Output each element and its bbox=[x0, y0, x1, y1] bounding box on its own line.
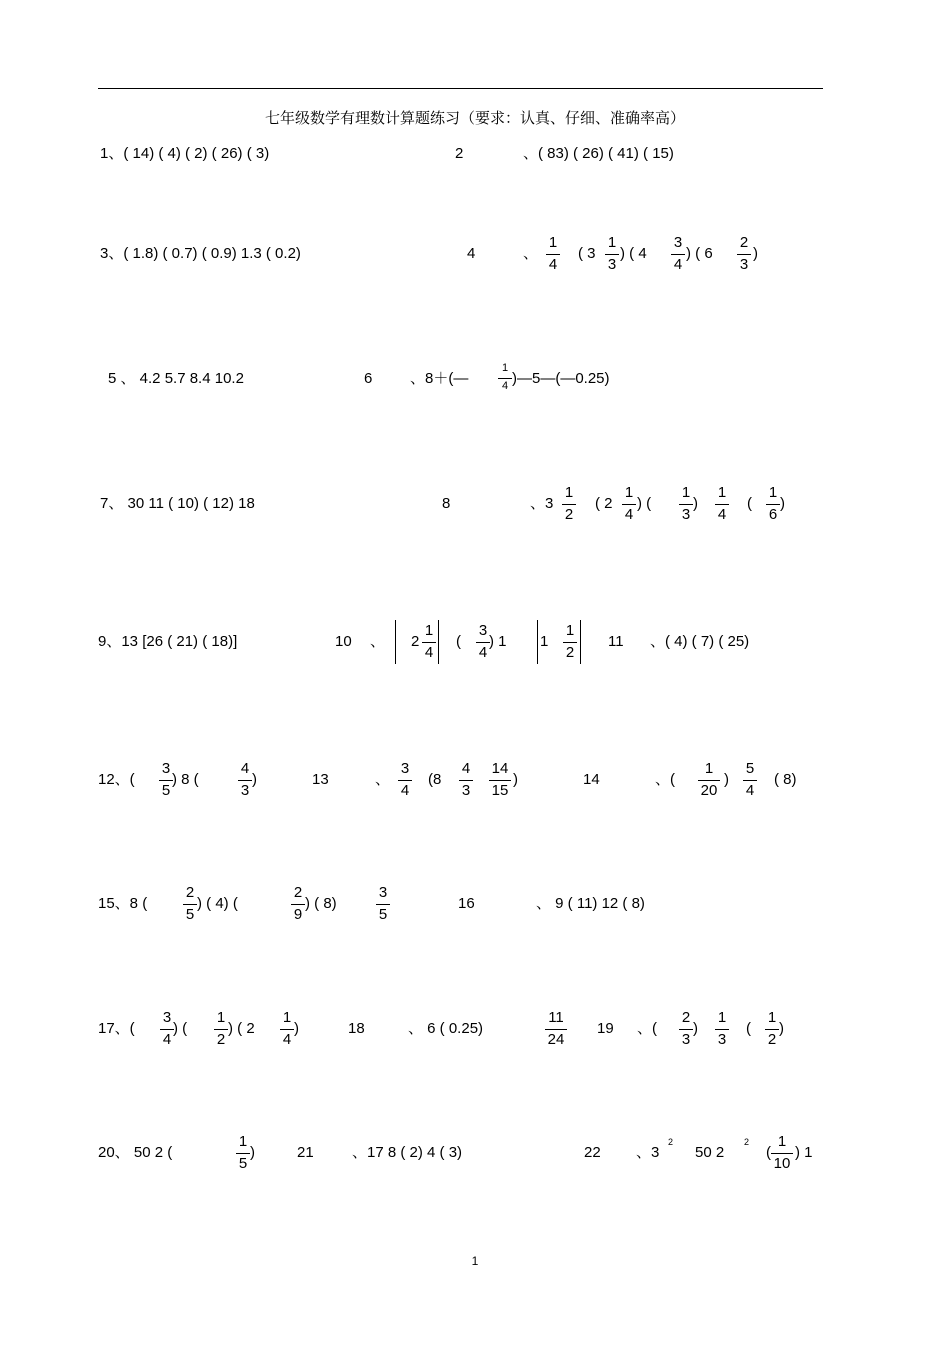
problem-3: 3、( 1.8) ( 0.7) ( 0.9) 1.3 ( 0.2) bbox=[100, 245, 301, 262]
problem-row-2 bbox=[0, 228, 950, 280]
problem-8: 、3 bbox=[530, 495, 554, 512]
fraction: 1 4 bbox=[494, 353, 516, 405]
expression-text: ) bbox=[252, 771, 257, 788]
problem-2: 、( 83) ( 26) ( 41) ( 15) bbox=[523, 145, 674, 162]
expression-text: ) 1 bbox=[489, 633, 507, 650]
expression-text: ( bbox=[747, 495, 752, 512]
expression-text: ) bbox=[753, 245, 758, 262]
fraction: 1 3 bbox=[711, 1003, 733, 1055]
problem-12: 12、( bbox=[98, 771, 135, 788]
problem-6: 、8＋(— bbox=[410, 370, 469, 387]
problem-row-7 bbox=[0, 878, 950, 930]
problem-number-16: 16 bbox=[458, 895, 475, 912]
fraction: 3 4 bbox=[667, 228, 689, 280]
expression-text: ( 3 bbox=[578, 245, 596, 262]
expression-text: ) bbox=[724, 771, 729, 788]
expression-text: ( 8) bbox=[774, 771, 797, 788]
problem-number-14: 14 bbox=[583, 771, 600, 788]
problem-13-marker: 、 bbox=[375, 771, 391, 788]
absolute-value-bar bbox=[580, 620, 581, 664]
fraction: 1 2 bbox=[761, 1003, 783, 1055]
expression-text: 2 bbox=[411, 633, 420, 650]
expression-text: ) ( bbox=[173, 1020, 188, 1037]
problem-18: 、 6 ( 0.25) bbox=[408, 1020, 484, 1037]
expression-text: ) ( bbox=[637, 495, 652, 512]
fraction: 2 5 bbox=[179, 878, 201, 930]
fraction: 3 5 bbox=[372, 878, 394, 930]
problem-number-13: 13 bbox=[312, 771, 329, 788]
fraction: 1 4 bbox=[711, 478, 733, 530]
fraction: 1 20 bbox=[694, 754, 724, 806]
problem-10-marker: 、 bbox=[370, 633, 386, 650]
fraction: 3 4 bbox=[156, 1003, 178, 1055]
problem-number-21: 21 bbox=[297, 1144, 314, 1161]
fraction: 5 4 bbox=[739, 754, 761, 806]
expression-text: ) bbox=[250, 1144, 255, 1161]
problem-number-10: 10 bbox=[335, 633, 352, 650]
problem-19: 、( bbox=[637, 1020, 657, 1037]
fraction: 2 3 bbox=[733, 228, 755, 280]
problem-17: 17、( bbox=[98, 1020, 135, 1037]
problem-1: 1、( 14) ( 4) ( 2) ( 26) ( 3) bbox=[100, 145, 270, 162]
problem-number-19: 19 bbox=[597, 1020, 614, 1037]
problem-number-18: 18 bbox=[348, 1020, 365, 1037]
expression-text: ) bbox=[693, 495, 698, 512]
fraction: 1 4 bbox=[418, 616, 440, 668]
exponent: 2 bbox=[668, 1137, 674, 1147]
expression-text: ) ( 6 bbox=[686, 245, 713, 262]
problem-4-marker: 、 bbox=[523, 245, 539, 262]
problem-number-22: 22 bbox=[584, 1144, 601, 1161]
expression-text: ( bbox=[456, 633, 461, 650]
problem-row-5 bbox=[0, 616, 950, 668]
problem-7: 7、 30 11 ( 10) ( 12) 18 bbox=[100, 495, 255, 512]
absolute-value-bar bbox=[438, 620, 439, 664]
page-number: 1 bbox=[471, 1254, 479, 1268]
exponent: 2 bbox=[744, 1137, 750, 1147]
problem-16: 、 9 ( 11) 12 ( 8) bbox=[536, 895, 645, 912]
fraction: 1 3 bbox=[675, 478, 697, 530]
problem-number-2: 2 bbox=[455, 145, 464, 162]
fraction: 3 4 bbox=[472, 616, 494, 668]
expression-text: ) bbox=[693, 1020, 698, 1037]
fraction: 1 2 bbox=[559, 616, 581, 668]
problem-row-3 bbox=[0, 353, 950, 405]
problem-row-1 bbox=[0, 128, 950, 180]
problem-number-8: 8 bbox=[442, 495, 451, 512]
expression-text: ) ( 4) ( bbox=[197, 895, 238, 912]
expression-text: ) bbox=[513, 771, 518, 788]
fraction: 2 3 bbox=[675, 1003, 697, 1055]
problem-number-6: 6 bbox=[364, 370, 373, 387]
problem-5: 5 、 4.2 5.7 8.4 10.2 bbox=[108, 370, 244, 387]
fraction: 1 4 bbox=[276, 1003, 298, 1055]
fraction: 3 5 bbox=[155, 754, 177, 806]
expression-text: ) 1 bbox=[795, 1144, 813, 1161]
expression-text: 50 2 bbox=[695, 1144, 725, 1161]
expression-text: ) bbox=[294, 1020, 299, 1037]
fraction: 3 4 bbox=[394, 754, 416, 806]
expression-text: ) ( 8) bbox=[305, 895, 337, 912]
absolute-value-bar bbox=[537, 620, 538, 664]
expression-text: (8 bbox=[428, 771, 442, 788]
problem-22: 、3 bbox=[636, 1144, 660, 1161]
fraction: 14 15 bbox=[485, 754, 515, 806]
problem-row-8 bbox=[0, 1003, 950, 1055]
problem-row-6 bbox=[0, 754, 950, 806]
problem-14: 、( bbox=[655, 771, 675, 788]
fraction: 2 9 bbox=[287, 878, 309, 930]
expression-text: ) bbox=[779, 1020, 784, 1037]
problem-number-4: 4 bbox=[467, 245, 476, 262]
expression-text: ) ( 4 bbox=[620, 245, 647, 262]
page-title: 七年级数学有理数计算题练习（要求：认真、仔细、准确率高） bbox=[264, 109, 685, 127]
fraction: 1 2 bbox=[210, 1003, 232, 1055]
fraction: 1 3 bbox=[601, 228, 623, 280]
expression-text: ) ( 2 bbox=[228, 1020, 255, 1037]
fraction: 1 4 bbox=[542, 228, 564, 280]
problem-20: 20、 50 2 ( bbox=[98, 1144, 173, 1161]
fraction: 1 4 bbox=[618, 478, 640, 530]
fraction: 1 10 bbox=[767, 1127, 797, 1179]
top-rule bbox=[98, 88, 823, 89]
absolute-value-bar bbox=[395, 620, 396, 664]
problem-11: 、( 4) ( 7) ( 25) bbox=[650, 633, 750, 650]
fraction: 1 5 bbox=[232, 1127, 254, 1179]
problem-9: 9、13 [26 ( 21) ( 18)] bbox=[98, 633, 238, 650]
expression-text: ( 2 bbox=[595, 495, 613, 512]
problem-15: 15、8 ( bbox=[98, 895, 148, 912]
problem-number-11: 11 bbox=[608, 633, 624, 650]
problem-21: 、17 8 ( 2) 4 ( 3) bbox=[352, 1144, 463, 1161]
fraction: 4 3 bbox=[455, 754, 477, 806]
problem-row-4 bbox=[0, 478, 950, 530]
expression-text: ( bbox=[746, 1020, 751, 1037]
fraction: 4 3 bbox=[234, 754, 256, 806]
fraction: 1 2 bbox=[558, 478, 580, 530]
expression-text: )—5—(—0.25) bbox=[512, 370, 610, 387]
expression-text: ) bbox=[780, 495, 785, 512]
expression-text: ) 8 ( bbox=[172, 771, 199, 788]
fraction: 11 24 bbox=[541, 1003, 571, 1055]
fraction: 1 6 bbox=[762, 478, 784, 530]
expression-text: ( bbox=[766, 1144, 771, 1161]
expression-text: 1 bbox=[540, 633, 549, 650]
problem-row-9 bbox=[0, 1127, 950, 1179]
